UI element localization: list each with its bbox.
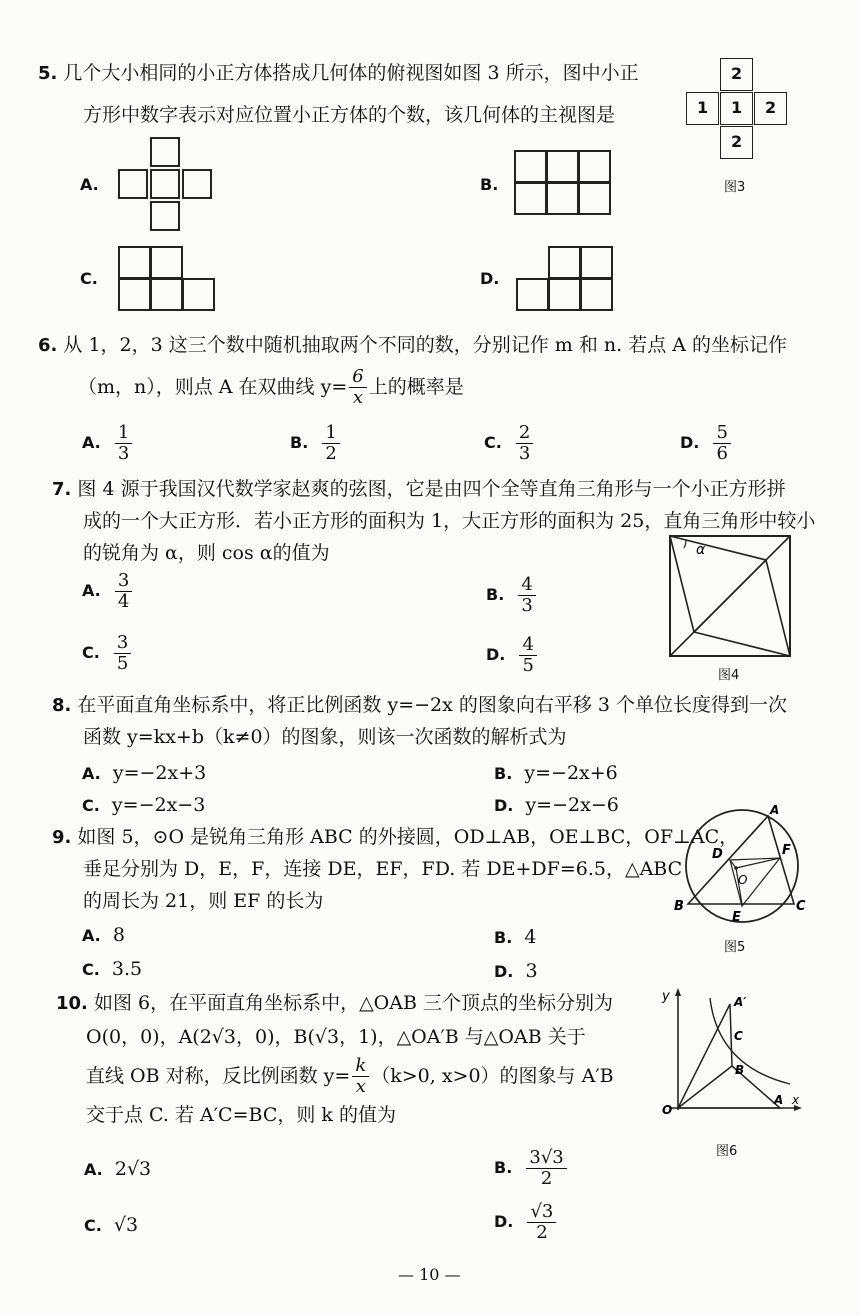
cell-right: 2: [765, 98, 777, 117]
q5-number: 5.: [38, 63, 58, 84]
q8-line1: [52, 692, 787, 719]
q8-option-d: D. y=−2x−6: [494, 794, 619, 816]
fig5-label-e: E: [732, 910, 741, 924]
q10-option-d: D. $\frac{√3}{2}$: [494, 1196, 558, 1248]
fig6-label-x: x: [792, 1093, 800, 1107]
q5-line1: [38, 60, 639, 87]
fig5-label-d: D: [712, 847, 723, 862]
q6-option-a: A. $\frac{1}{3}$: [82, 418, 134, 468]
q10-line4: 交于点 C. 若 A′C=BC，则 k 的值为: [86, 1104, 396, 1126]
q5-option-a-label: A.: [80, 175, 99, 194]
q7-option-d: D. $\frac{4}{5}$: [486, 630, 539, 680]
q5-option-c-label: C.: [80, 269, 98, 288]
q6-line2: [78, 362, 464, 412]
q7-option-b: B. $\frac{4}{3}$: [486, 570, 538, 620]
q7-text-1: 图 4 源于我国汉代数学家赵爽的弦图，它是由四个全等直角三角形与一个小正方形拼: [77, 478, 786, 500]
q6-text-2b: 上的概率是: [368, 376, 464, 398]
q8-option-b: B. y=−2x+6: [494, 762, 618, 784]
q5-option-a-figure: [118, 137, 218, 237]
q8-text-1: 在平面直角坐标系中，将正比例函数 y=−2x 的图象向右平移 3 个单位长度得到一次: [77, 694, 788, 716]
q10-fraction: $\frac{k}{x}$: [352, 1056, 369, 1097]
q10-line1: [56, 990, 613, 1017]
q6-text-2a: （m，n），则点 A 在双曲线 y=: [78, 376, 348, 398]
cell-left: 1: [697, 98, 709, 117]
q7-option-c: C. $\frac{3}{5}$: [82, 628, 133, 678]
page-number: — 10 —: [398, 1265, 461, 1284]
fig5-label-f: F: [782, 843, 791, 858]
q6-text-1: 从 1，2，3 这三个数中随机抽取两个不同的数，分别记作 m 和 n. 若点 A 的坐标记作: [63, 334, 788, 356]
q7-option-a: A. $\frac{3}{4}$: [82, 566, 134, 616]
q5-option-b-figure: [514, 150, 614, 220]
q9-option-d: D. 3: [494, 960, 538, 982]
q10-number: 10.: [56, 993, 88, 1014]
q7-line3: 的锐角为 α，则 cos α的值为: [83, 542, 330, 564]
q7-number: 7.: [52, 479, 72, 500]
figure-4-caption: 图4: [718, 668, 740, 683]
cell-center: 1: [731, 98, 743, 117]
q8-option-c: C. y=−2x−3: [82, 794, 206, 816]
fig6-label-a-prime: A′: [734, 995, 747, 1009]
fig6-label-b: B: [735, 1063, 745, 1077]
q10-text-1: 如图 6，在平面直角坐标系中，△OAB 三个顶点的坐标分别为: [93, 992, 613, 1014]
figure-3: [686, 58, 794, 198]
fig5-label-c: C: [796, 899, 806, 914]
q10-line2: O(0，0)，A(2√3，0)，B(√3，1)，△OA′B 与△OAB 关于: [86, 1026, 586, 1048]
figure-5-caption: 图5: [724, 940, 746, 955]
cell-bottom: 2: [731, 132, 743, 151]
q5-option-b-label: B.: [480, 175, 499, 194]
q9-number: 9.: [52, 827, 72, 848]
q9-text-1: 如图 5，⊙O 是锐角三角形 ABC 的外接圆，OD⊥AB，OE⊥BC，OF⊥AC，: [77, 826, 739, 848]
q6-fraction: $\frac{6}{x}$: [349, 367, 366, 408]
q9-line1: [52, 824, 738, 851]
q7-line2: 成的一个大正方形．若小正方形的面积为 1，大正方形的面积为 25，直角三角形中较小: [83, 510, 816, 532]
q7-line1: [52, 476, 786, 503]
q10-text-3a: 直线 OB 对称，反比例函数 y=: [86, 1065, 351, 1087]
fig5-label-b: B: [674, 899, 684, 914]
q9-option-b: B. 4: [494, 926, 537, 948]
figure-5-diagram: [672, 800, 808, 924]
q5-option-d-figure: [516, 246, 616, 316]
q6-option-b: B. $\frac{1}{2}$: [290, 418, 342, 468]
fig4-alpha-label: α: [696, 542, 706, 558]
q8-number: 8.: [52, 695, 72, 716]
q5-option-c-figure: [118, 246, 218, 316]
q10-text-3b: （k>0, x>0）的图象与 A′B: [371, 1065, 614, 1087]
fig6-label-c: C: [734, 1029, 743, 1043]
q9-option-a: A. 8: [82, 924, 125, 946]
q10-option-c: C. √3: [84, 1214, 139, 1236]
q5-line2: 方形中数字表示对应位置小正方体的个数，该几何体的主视图是: [83, 104, 616, 126]
q6-option-d: D. $\frac{5}{6}$: [680, 418, 733, 468]
q9-option-c: C. 3.5: [82, 958, 143, 980]
fig6-label-o: O: [662, 1103, 673, 1116]
q10-line3: [86, 1052, 614, 1100]
q6-number: 6.: [38, 335, 58, 356]
q10-option-a: A. 2√3: [84, 1158, 152, 1180]
q8-line2: 函数 y=kx+b（k≠0）的图象，则该一次函数的解析式为: [83, 726, 567, 748]
figure-4-diagram: [668, 534, 792, 658]
fig6-label-a: A: [774, 1093, 784, 1107]
figure-6-caption: 图6: [716, 1144, 738, 1159]
cell-top: 2: [731, 64, 743, 83]
fig6-label-y: y: [662, 989, 670, 1004]
figure-3-caption: 图3: [724, 180, 746, 195]
q5-text-1: 几个大小相同的小正方体搭成几何体的俯视图如图 3 所示，图中小正: [63, 62, 639, 84]
q5-option-d-label: D.: [480, 269, 500, 288]
fig5-label-a: A: [770, 803, 780, 817]
q6-line1: [38, 332, 787, 359]
q8-option-a: A. y=−2x+3: [82, 762, 207, 784]
q6-option-c: C. $\frac{2}{3}$: [484, 418, 535, 468]
q10-option-b: B. $\frac{3√3}{2}$: [494, 1142, 569, 1194]
q9-line2: 垂足分别为 D，E，F，连接 DE，EF，FD. 若 DE+DF=6.5，△ABC: [83, 858, 683, 880]
fig5-label-o: O: [738, 873, 748, 887]
q9-line3: 的周长为 21，则 EF 的长为: [83, 890, 324, 912]
figure-6-diagram: [656, 986, 806, 1116]
